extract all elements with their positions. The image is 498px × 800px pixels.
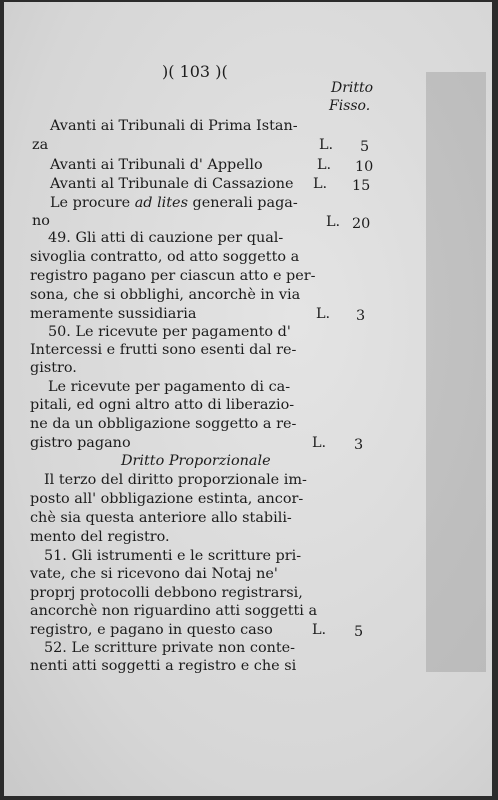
text-line-15: Le ricevute per pagamento di ca- [48, 379, 291, 395]
currency-label: L. [326, 214, 341, 230]
currency-label: L. [312, 435, 327, 451]
text-line-18: gistro pagano [30, 435, 131, 451]
text-line-29: 52. Le scritture private non conte- [44, 640, 296, 656]
amount-value: 10 [355, 159, 374, 175]
amount-value: 15 [352, 178, 371, 194]
text-line-6: no [32, 213, 50, 229]
text-line-28: registro, e pagano in questo caso [30, 622, 273, 638]
text-line-14: gistro. [30, 360, 77, 376]
amount-value: 3 [354, 437, 364, 453]
text-line-10: sona, che si obblighi, ancorchè in via [30, 287, 301, 303]
page-number: )( 103 )( [162, 62, 228, 81]
book-page [4, 2, 492, 796]
currency-label: L. [312, 622, 327, 638]
text-line-22: chè sia questa anteriore allo stabili- [30, 510, 292, 526]
text-line-4: Avanti al Tribunale di Cassazione [50, 176, 294, 192]
text-line-13: Intercessi e frutti sono esenti dal re- [30, 342, 297, 358]
text-line-24: 51. Gli istrumenti e le scritture pri- [44, 548, 302, 564]
text-line-8: sivoglia contratto, od atto soggetto a [30, 249, 300, 265]
amount-value: 5 [354, 624, 364, 640]
text-line-3: Avanti ai Tribunali d' Appello [50, 157, 263, 173]
text-line-23: mento del registro. [30, 529, 170, 545]
text-line-12: 50. Le ricevute per pagamento d' [48, 324, 291, 340]
text-line-5: Le procure ad lites generali paga- [50, 195, 298, 211]
text-line-2: za [32, 137, 49, 153]
column-title-fisso: Fisso. [329, 98, 371, 114]
text-line-27: ancorchè non riguardino atti soggetti a [30, 603, 318, 619]
text-line-16: pitali, ed ogni altro atto di liberazio- [30, 397, 295, 413]
currency-label: L. [317, 157, 332, 173]
amount-value: 3 [356, 308, 366, 324]
text-line-25: vate, che si ricevono dai Notaj ne' [30, 566, 278, 582]
text-line-21: posto all' obbligazione estinta, ancor- [30, 491, 304, 507]
text-line-9: registro pagano per ciascun atto e per- [30, 268, 316, 284]
currency-label: L. [316, 306, 331, 322]
text-line-1: Avanti ai Tribunali di Prima Istan- [50, 118, 298, 134]
text-line-7: 49. Gli atti di cauzione per qual- [48, 230, 284, 246]
currency-label: L. [319, 137, 334, 153]
text-line-30: nenti atti soggetti a registro e che si [30, 658, 297, 674]
amount-value: 5 [360, 139, 370, 155]
amount-value: 20 [352, 216, 371, 232]
column-title-dritto: Dritto [331, 80, 374, 96]
text-line-17: ne da un obbligazione soggetto a re- [30, 416, 297, 432]
bleed-through-shadow [426, 72, 486, 672]
currency-label: L. [313, 176, 328, 192]
text-line-20: Il terzo del diritto proporzionale im- [44, 472, 307, 488]
text-line-11: meramente sussidiaria [30, 306, 197, 322]
section-heading: Dritto Proporzionale [121, 453, 271, 469]
text-line-26: proprj protocolli debbono registrarsi, [30, 585, 303, 601]
